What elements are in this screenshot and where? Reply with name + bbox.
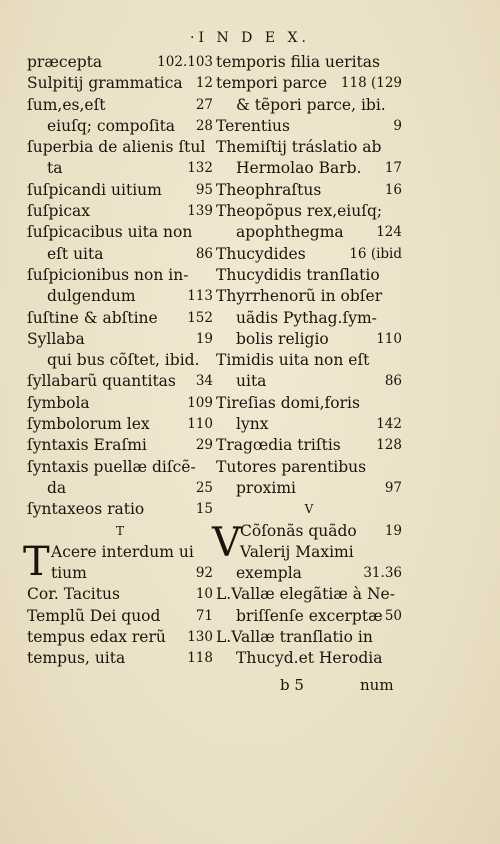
index-entry — [27, 457, 213, 478]
entry-term: ſuſpicacibus uita non — [27, 223, 193, 242]
entry-term: dulgendum — [47, 287, 136, 306]
index-entry — [27, 393, 213, 414]
index-entry — [27, 350, 213, 371]
right-column — [212, 52, 402, 670]
entry-term: ſuſpicax — [27, 202, 90, 221]
entry-term: briſſenſe excerptæ — [236, 606, 383, 625]
index-entry — [27, 308, 213, 329]
index-entry — [216, 116, 402, 137]
entry-term: ſuſtine & abſtine — [27, 308, 158, 327]
index-entry — [216, 435, 402, 456]
index-entry — [27, 563, 213, 584]
index-entry — [216, 393, 402, 414]
entry-term: tium — [51, 564, 87, 583]
entry-page-ref: 16 (ibid — [349, 245, 402, 262]
index-entry — [27, 414, 213, 435]
index-entry — [216, 329, 402, 350]
entry-term: Themiſtij tráslatio ab — [216, 138, 382, 157]
entry-term: Theopõpus rex,eiuſq; — [216, 202, 383, 221]
entry-page-ref: 17 — [384, 160, 402, 177]
entry-term: tempus, uita — [27, 649, 126, 668]
index-entry — [27, 286, 213, 307]
entry-term: temporis filia ueritas — [216, 53, 380, 71]
index-entry — [27, 478, 213, 499]
entry-term: Terentius — [216, 116, 290, 135]
index-entry — [216, 648, 402, 669]
index-entry — [27, 329, 213, 350]
index-entry — [216, 73, 402, 94]
entry-term: ſymbolorum lex — [27, 415, 150, 434]
entry-term: Tragœdia triſtis — [216, 436, 341, 455]
index-entry — [216, 265, 402, 286]
index-entry — [216, 414, 402, 435]
index-entry — [27, 244, 213, 265]
entry-page-ref: 29 — [195, 437, 213, 454]
entry-page-ref: 110 — [376, 330, 402, 347]
entry-term: proximi — [236, 478, 297, 497]
index-entry — [27, 371, 213, 392]
index-entry — [27, 222, 213, 243]
index-entry — [27, 180, 213, 201]
entry-term: tempus edax rerũ — [27, 628, 166, 647]
entry-page-ref: 132 — [187, 160, 213, 177]
entry-page-ref: 10 — [195, 586, 213, 603]
index-entry — [216, 563, 402, 584]
index-entry — [27, 95, 213, 116]
entry-page-ref: 19 — [195, 330, 213, 347]
entry-term: apophthegma — [236, 223, 344, 242]
index-entry — [27, 137, 213, 158]
entry-term: Valerij Maximi — [240, 542, 354, 561]
entry-term: uãdis Pythag.ſym- — [236, 308, 377, 327]
entry-page-ref: 9 — [393, 117, 402, 134]
entry-term: L.Vallæ tranſlatio in — [216, 628, 373, 647]
entry-term: ſum,es,eſt — [27, 95, 106, 114]
entry-page-ref: 19 — [384, 522, 402, 539]
signature-mark: b 5 — [280, 676, 304, 694]
running-header: ·I N D E X. — [190, 30, 310, 46]
entry-term: & tẽpori parce, ibi. — [236, 95, 386, 114]
entry-term: Hermolao Barb. — [236, 159, 362, 178]
entry-page-ref: 102.103 — [157, 54, 213, 70]
drop-capital: T — [23, 538, 50, 585]
index-entry — [27, 116, 213, 137]
entry-term: ta — [47, 159, 63, 178]
entry-page-ref: 128 — [376, 437, 402, 454]
entry-page-ref: 142 — [376, 416, 402, 433]
entry-page-ref: 139 — [187, 203, 213, 220]
entry-term: Thucyd.et Herodia — [236, 649, 383, 668]
entry-term: Cõſonãs quãdo — [240, 521, 357, 540]
index-entry — [216, 457, 402, 478]
entry-page-ref: 12 — [195, 75, 213, 92]
left-column — [23, 52, 213, 670]
entry-page-ref: 34 — [195, 373, 213, 390]
index-entry — [216, 371, 402, 392]
index-entry — [216, 627, 402, 648]
entry-term: Timidis uita non eſt — [216, 351, 370, 370]
entry-term: lynx — [236, 415, 269, 434]
entry-term: Thucydides — [216, 244, 306, 263]
entry-page-ref: 118 (129 — [340, 75, 402, 92]
index-entry — [27, 648, 213, 669]
entry-term: exempla — [236, 564, 302, 583]
index-entry — [216, 606, 402, 627]
index-entry — [216, 350, 402, 371]
index-entry — [27, 52, 213, 73]
index-entry — [27, 584, 213, 605]
index-entry — [27, 158, 213, 179]
entry-page-ref: 27 — [195, 96, 213, 113]
entry-term: Theophraſtus — [216, 180, 322, 199]
entry-term: bolis religio — [236, 329, 329, 348]
entry-term: ſuſpicandi uitium — [27, 180, 162, 199]
entry-page-ref: 31.36 — [363, 565, 402, 582]
index-entry — [27, 435, 213, 456]
entry-page-ref: 118 — [187, 650, 213, 667]
index-entry — [216, 308, 402, 329]
entry-term: V — [304, 502, 314, 517]
index-entry — [216, 180, 402, 201]
entry-term: T — [115, 523, 124, 538]
entry-page-ref: 16 — [384, 181, 402, 198]
index-entry — [216, 201, 402, 222]
entry-term: Tireſias domi,foris — [216, 393, 360, 412]
entry-term: uita — [236, 372, 267, 391]
index-entry — [27, 627, 213, 648]
entry-page-ref: 15 — [195, 501, 213, 518]
entry-page-ref: 71 — [195, 607, 213, 624]
index-entry — [27, 201, 213, 222]
entry-term: L.Vallæ elegãtiæ à Ne- — [216, 585, 395, 604]
entry-term: da — [47, 478, 67, 497]
index-entry — [216, 158, 402, 179]
index-entry — [216, 286, 402, 307]
index-entry — [216, 137, 402, 158]
entry-page-ref: 86 — [384, 373, 402, 390]
entry-term: ſyllabarũ quantitas — [27, 372, 176, 391]
drop-capital: V — [212, 519, 241, 566]
entry-term: ſyntaxis puellæ diſcẽ- — [27, 457, 196, 476]
index-entry — [216, 542, 402, 563]
index-entry — [27, 499, 213, 520]
entry-page-ref: 28 — [195, 117, 213, 134]
entry-term: præcepta — [27, 53, 103, 71]
index-entry — [216, 52, 402, 73]
index-entry — [216, 222, 402, 243]
entry-page-ref: 95 — [195, 181, 213, 198]
entry-term: ſuſpicionibus non in- — [27, 265, 189, 284]
entry-page-ref: 152 — [187, 309, 213, 326]
entry-term: eiuſq; compoſita — [47, 116, 176, 135]
index-entry — [216, 478, 402, 499]
entry-page-ref: 25 — [195, 479, 213, 496]
index-entry — [27, 606, 213, 627]
entry-term: ſymbola — [27, 393, 90, 412]
index-entry — [216, 584, 402, 605]
entry-term: Sulpitij grammatica — [27, 74, 183, 93]
section-letter — [27, 521, 213, 542]
entry-page-ref: 50 — [384, 607, 402, 624]
entry-page-ref: 124 — [376, 224, 402, 241]
entry-term: ſyntaxeos ratio — [27, 500, 145, 519]
entry-term: tempori parce — [216, 74, 328, 93]
entry-page-ref: 92 — [195, 565, 213, 582]
entry-page-ref: 113 — [187, 288, 213, 305]
catchword: num — [360, 676, 394, 694]
entry-term: Templũ Dei quod — [27, 606, 161, 625]
section-letter — [216, 499, 402, 520]
entry-term: ſuperbia de alienis ſtul — [27, 138, 206, 157]
entry-term: Thyrrhenorũ in obſer — [216, 287, 383, 306]
entry-term: Acere interdum ui — [51, 542, 194, 561]
entry-term: qui bus cõſtet, ibid. — [47, 351, 200, 370]
entry-page-ref: 130 — [187, 629, 213, 646]
index-entry — [216, 95, 402, 116]
entry-page-ref: 97 — [384, 479, 402, 496]
index-entry — [216, 244, 402, 265]
entry-term: Cor. Tacitus — [27, 585, 120, 604]
entry-term: ſyntaxis Eraſmi — [27, 436, 147, 455]
entry-page-ref: 109 — [187, 394, 213, 411]
entry-page-ref: 110 — [187, 416, 213, 433]
index-entry — [27, 265, 213, 286]
index-entry — [27, 73, 213, 94]
entry-term: Syllaba — [27, 329, 85, 348]
entry-page-ref: 86 — [195, 245, 213, 262]
entry-term: Tutores parentibus — [216, 457, 367, 476]
entry-term: Thucydidis tranſlatio — [216, 265, 380, 284]
entry-term: eſt uita — [47, 244, 104, 263]
